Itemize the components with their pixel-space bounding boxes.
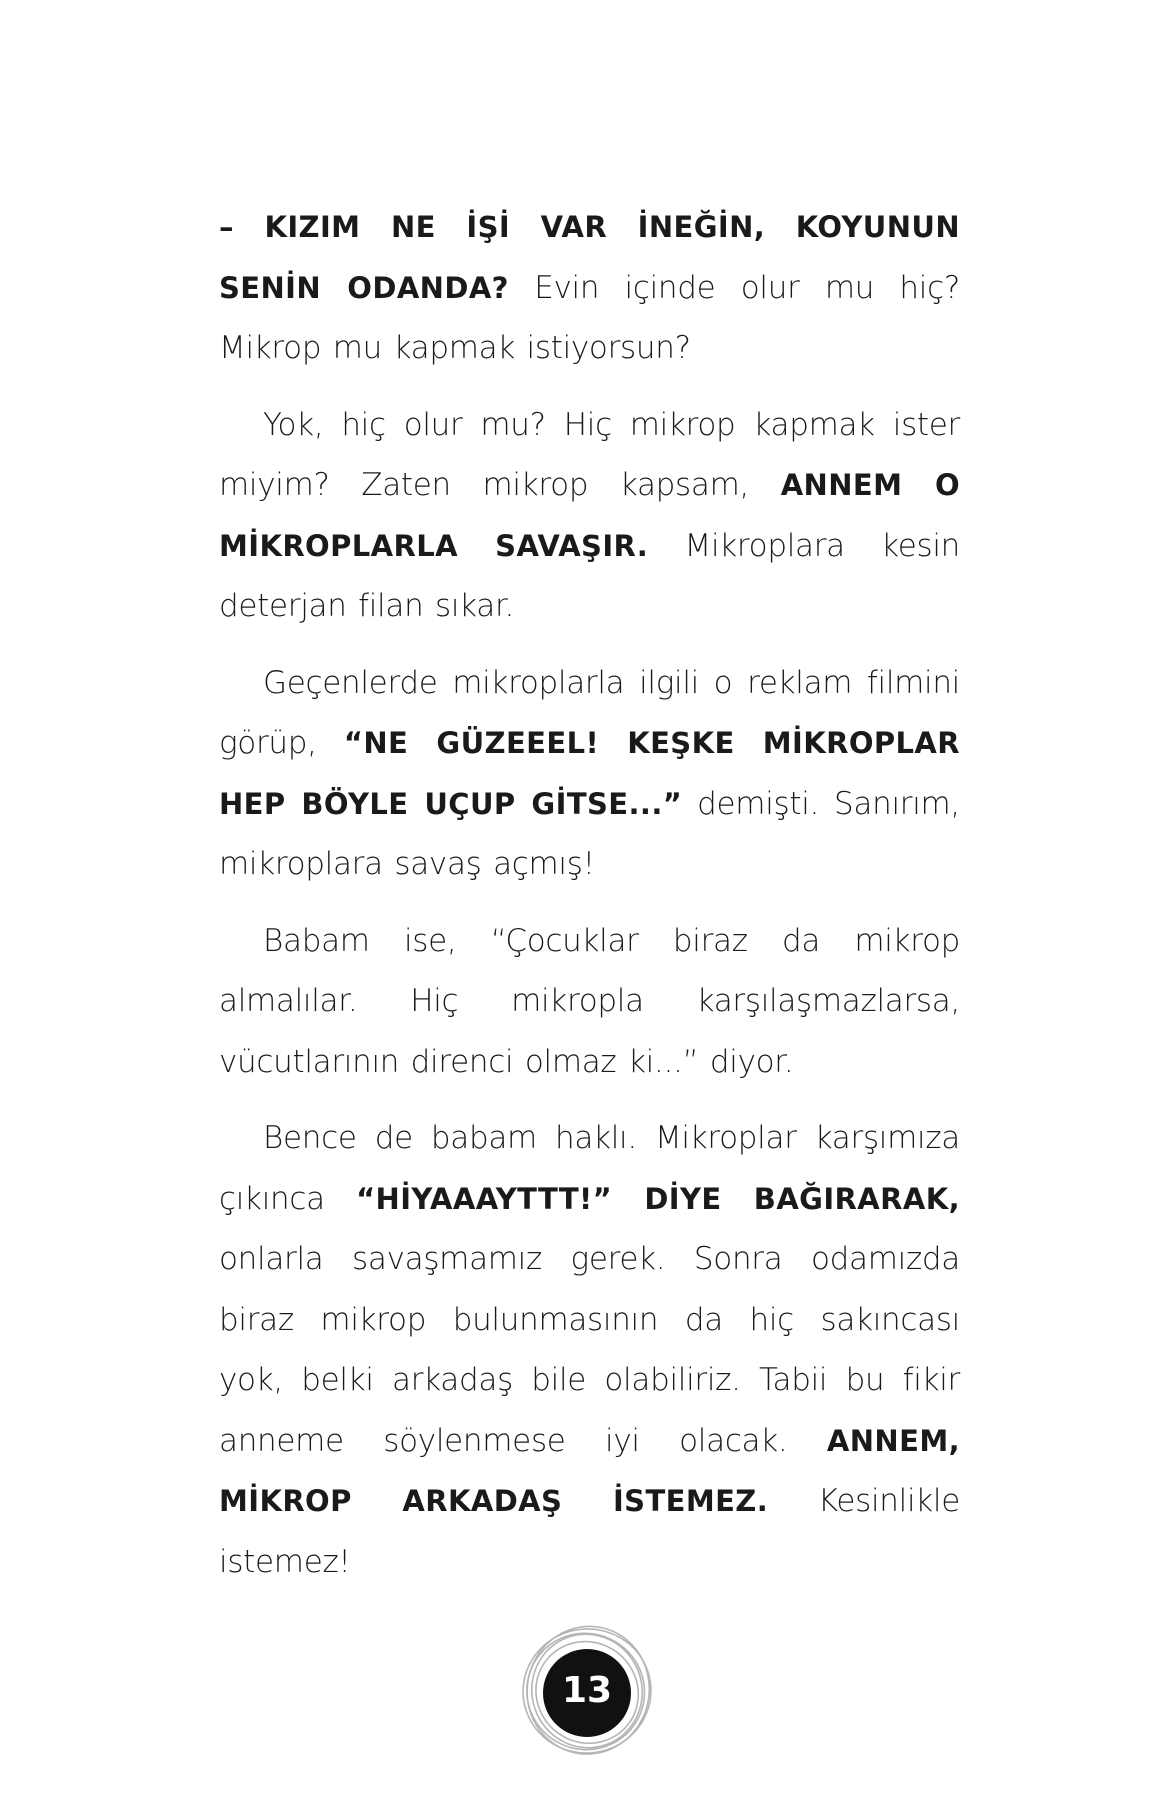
body-text-run: demişti. Sanırım, mikroplara savaş açmış! [219,785,960,882]
body-text-run: Bence de babam haklı. Mikroplar karşımıza çıkınca [219,1120,960,1217]
paragraph [219,197,960,379]
emphasized-text: – KIZIM NE İŞİ VAR İNEĞİN, KOYUNUN SENİN ODANDA? [219,210,960,305]
page-number: 13 [561,1670,613,1711]
body-text-run: Mikroplara kesin deterjan filan sıkar. [219,527,960,624]
body-text [219,197,960,1608]
paragraph [219,653,960,895]
body-text-run: Yok, hiç olur mu? Hiç mikrop kapmak ister miyim? Zaten mikrop kapsam, [219,406,960,503]
paragraph [219,911,960,1093]
paragraph [219,395,960,637]
body-text-run: onlarla savaşmamız gerek. Sonra odamızda biraz mikrop bulunmasının da hiç sakıncası yok, belki arkadaş bile olabiliriz. Tabii bu fikir anneme söylenmese iyi olacak. [219,1241,960,1459]
emphasized-text: “NE GÜZEEEL! KEŞKE MİKROPLAR HEP BÖYLE UÇUP GİTSE...” [219,726,960,821]
emphasized-text: ANNEM, MİKROP ARKADAŞ İSTEMEZ. [219,1423,960,1518]
body-text-run: Geçenlerde mikroplarla ilgili o reklam filmini görüp, [219,664,960,761]
page-number-badge [518,1622,656,1760]
paragraph [219,1108,960,1592]
emphasized-text: “HİYAAAYTTT!” DİYE BAĞIRARAK, [356,1181,960,1216]
body-text-run: Kesinlikle istemez! [219,1483,961,1580]
emphasized-text: ANNEM O MİKROPLARLA SAVAŞIR. [219,468,961,563]
body-text-run: Evin içinde olur mu hiç? Mikrop mu kapmak istiyorsun? [219,269,960,366]
body-text-run: Babam ise, “Çocuklar biraz da mikrop almalılar. Hiç mikropla karşılaşmazlarsa, vücutlarının direnci olmaz ki...” diyor. [219,922,960,1080]
